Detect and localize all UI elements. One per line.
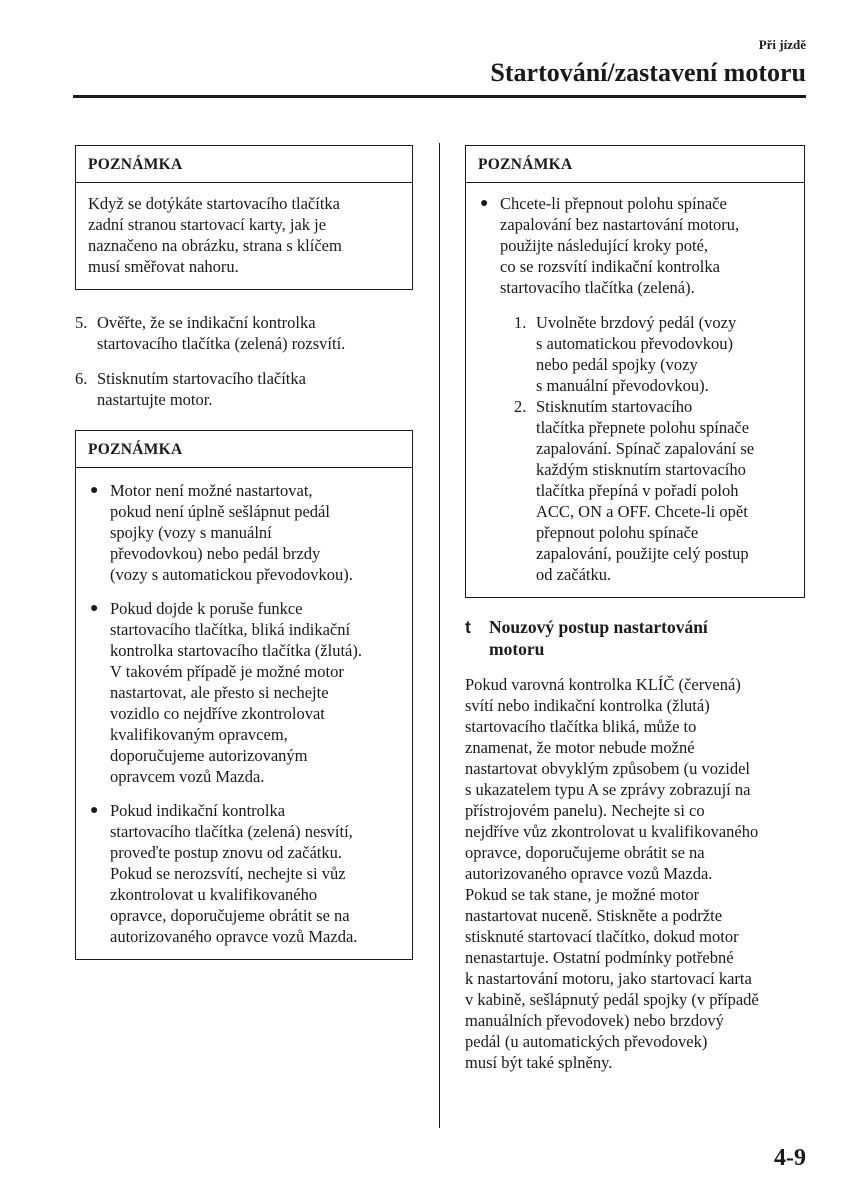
text-line: Uvolněte brzdový pedál (vozy	[536, 313, 737, 332]
text-line: znamenat, že motor nebude možné	[465, 738, 695, 757]
text-line: ACC, ON a OFF. Chcete-li opět	[536, 502, 748, 521]
text-line: manuálních převodovek) nebo brzdový	[465, 1011, 724, 1030]
text-line: k nastartování motoru, jako startovací karta	[465, 969, 752, 988]
text-line: musí být také splněny.	[465, 1053, 613, 1072]
text-line: tlačítka přepíná v pořadí poloh	[536, 481, 739, 500]
text-line: startovacího tlačítka (zelená).	[500, 278, 695, 297]
step-number: 1.	[514, 313, 527, 332]
text-line: nejdříve vůz zkontrolovat u kvalifikovaného	[465, 822, 759, 841]
text-line: zkontrolovat u kvalifikovaného	[110, 885, 318, 904]
text-line: každým stisknutím startovacího	[536, 460, 746, 479]
page-title: Startování/zastavení motoru	[490, 58, 806, 87]
section-heading	[465, 616, 805, 660]
text-line: opravce, doporučujeme obrátit se na	[465, 843, 705, 862]
text-line: startovacího tlačítka bliká, může to	[465, 717, 697, 736]
text-line: motoru	[489, 639, 545, 659]
text-line: nastartovat obvyklým způsobem (u vozidel	[465, 759, 751, 778]
bullet-list	[88, 480, 402, 947]
text-line: s ukazatelem typu A se zprávy zobrazují na	[465, 780, 751, 799]
text-line: nebo pedál spojky (vozy	[536, 355, 698, 374]
bullet-item	[478, 193, 794, 585]
text-line: pokud není úplně sešlápnut pedál	[110, 502, 330, 521]
text-line: Pokud indikační kontrolka	[110, 801, 286, 820]
step-item	[75, 312, 413, 354]
note-box	[465, 145, 805, 598]
text-line: autorizovaného opravce vozů Mazda.	[465, 864, 713, 883]
section-body	[465, 674, 805, 1073]
column-divider	[439, 143, 440, 1128]
step-list	[75, 312, 413, 410]
text-line: Pokud dojde k poruše funkce	[110, 599, 303, 618]
text-line: zapalování bez nastartování motoru,	[500, 215, 740, 234]
title-rule	[73, 95, 806, 98]
text-line: startovacího tlačítka (zelená) nesvítí,	[110, 822, 353, 841]
text-line: přepnout polohu spínače	[536, 523, 699, 542]
text-line: kvalifikovaným opravcem,	[110, 725, 288, 744]
note-box	[75, 430, 413, 960]
right-column	[465, 145, 805, 1073]
text-line: Stisknutím startovacího	[536, 397, 693, 416]
bullet-item	[88, 800, 402, 947]
text-line: startovacího tlačítka, bliká indikační	[110, 620, 351, 639]
text-line: Chcete-li přepnout polohu spínače	[500, 194, 727, 213]
note-label: POZNÁMKA	[76, 146, 412, 183]
bullet-list	[478, 193, 794, 585]
heading-marker: t	[465, 617, 471, 637]
text-line: autorizovaného opravce vozů Mazda.	[110, 927, 358, 946]
bullet-icon: ●	[90, 601, 99, 616]
note-label: POZNÁMKA	[466, 146, 804, 183]
section-label: Při jízdě	[758, 37, 806, 52]
text-line: V takovém případě je možné motor	[110, 662, 344, 681]
text-line: Pokud se tak stane, je možné motor	[465, 885, 700, 904]
text-line: pedál (u automatických převodovek)	[465, 1032, 708, 1051]
text-line: s manuální převodovkou).	[536, 376, 709, 395]
text-line: co se rozsvítí indikační kontrolka	[500, 257, 720, 276]
text-line: od začátku.	[536, 565, 612, 584]
text-line: Ověřte, že se indikační kontrolka	[97, 313, 316, 332]
text-line: spojky (vozy s manuální	[110, 523, 272, 542]
text-line: zapalování, použijte celý postup	[536, 544, 749, 563]
text-line: tlačítka přepnete polohu spínače	[536, 418, 750, 437]
text-line: použijte následující kroky poté,	[500, 236, 709, 255]
note-label: POZNÁMKA	[76, 431, 412, 468]
text-line: převodovkou) nebo pedál brzdy	[110, 544, 321, 563]
text-line: nastartovat nuceně. Stiskněte a podržte	[465, 906, 723, 925]
text-line: opravce, doporučujeme obrátit se na	[110, 906, 350, 925]
text-line: startovacího tlačítka (zelená) rozsvítí.	[97, 334, 346, 353]
bullet-icon: ●	[90, 803, 99, 818]
bullet-item	[88, 598, 402, 787]
text-line: nastartovat, ale přesto si nechejte	[110, 683, 329, 702]
text-line: Motor není možné nastartovat,	[110, 481, 313, 500]
text-line: Když se dotýkáte startovacího tlačítka	[88, 194, 340, 213]
substep-item	[514, 312, 794, 396]
left-column	[75, 145, 413, 960]
text-line: zadní stranou startovací karty, jak je	[88, 215, 327, 234]
text-line: musí směřovat nahoru.	[88, 257, 239, 276]
text-line: Stisknutím startovacího tlačítka	[97, 369, 306, 388]
step-number: 6.	[75, 369, 88, 388]
text-line: nenastartuje. Ostatní podmínky potřebné	[465, 948, 734, 967]
bullet-icon: ●	[90, 483, 99, 498]
text-line: zapalování. Spínač zapalování se	[536, 439, 755, 458]
text-line: v kabině, sešlápnutý pedál spojky (v případě	[465, 990, 759, 1009]
step-item	[75, 368, 413, 410]
text-line: vozidlo co nejdříve zkontrolovat	[110, 704, 325, 723]
note-text	[88, 193, 402, 277]
note-box	[75, 145, 413, 290]
text-line: nastartujte motor.	[97, 390, 213, 409]
text-line: Pokud varovná kontrolka KLÍČ (červená)	[465, 675, 741, 694]
text-line: doporučujeme autorizovaným	[110, 746, 308, 765]
substep-item	[514, 396, 794, 585]
bullet-item	[88, 480, 402, 585]
bullet-icon: ●	[480, 196, 489, 211]
text-line: naznačeno na obrázku, strana s klíčem	[88, 236, 342, 255]
text-line: s automatickou převodovkou)	[536, 334, 734, 353]
text-line: opravcem vozů Mazda.	[110, 767, 265, 786]
text-line: proveďte postup znovu od začátku.	[110, 843, 342, 862]
page-number: 4-9	[774, 1145, 806, 1171]
text-line: (vozy s automatickou převodovkou).	[110, 565, 353, 584]
text-line: stisknuté startovací tlačítko, dokud motor	[465, 927, 739, 946]
text-line: svítí nebo indikační kontrolka (žlutá)	[465, 696, 710, 715]
step-number: 5.	[75, 313, 88, 332]
substep-list	[500, 312, 794, 585]
step-number: 2.	[514, 397, 527, 416]
text-line: přístrojovém panelu). Nechejte si co	[465, 801, 705, 820]
text-line: Pokud se nerozsvítí, nechejte si vůz	[110, 864, 346, 883]
text-line: Nouzový postup nastartování	[489, 617, 708, 637]
text-line: kontrolka startovacího tlačítka (žlutá).	[110, 641, 362, 660]
